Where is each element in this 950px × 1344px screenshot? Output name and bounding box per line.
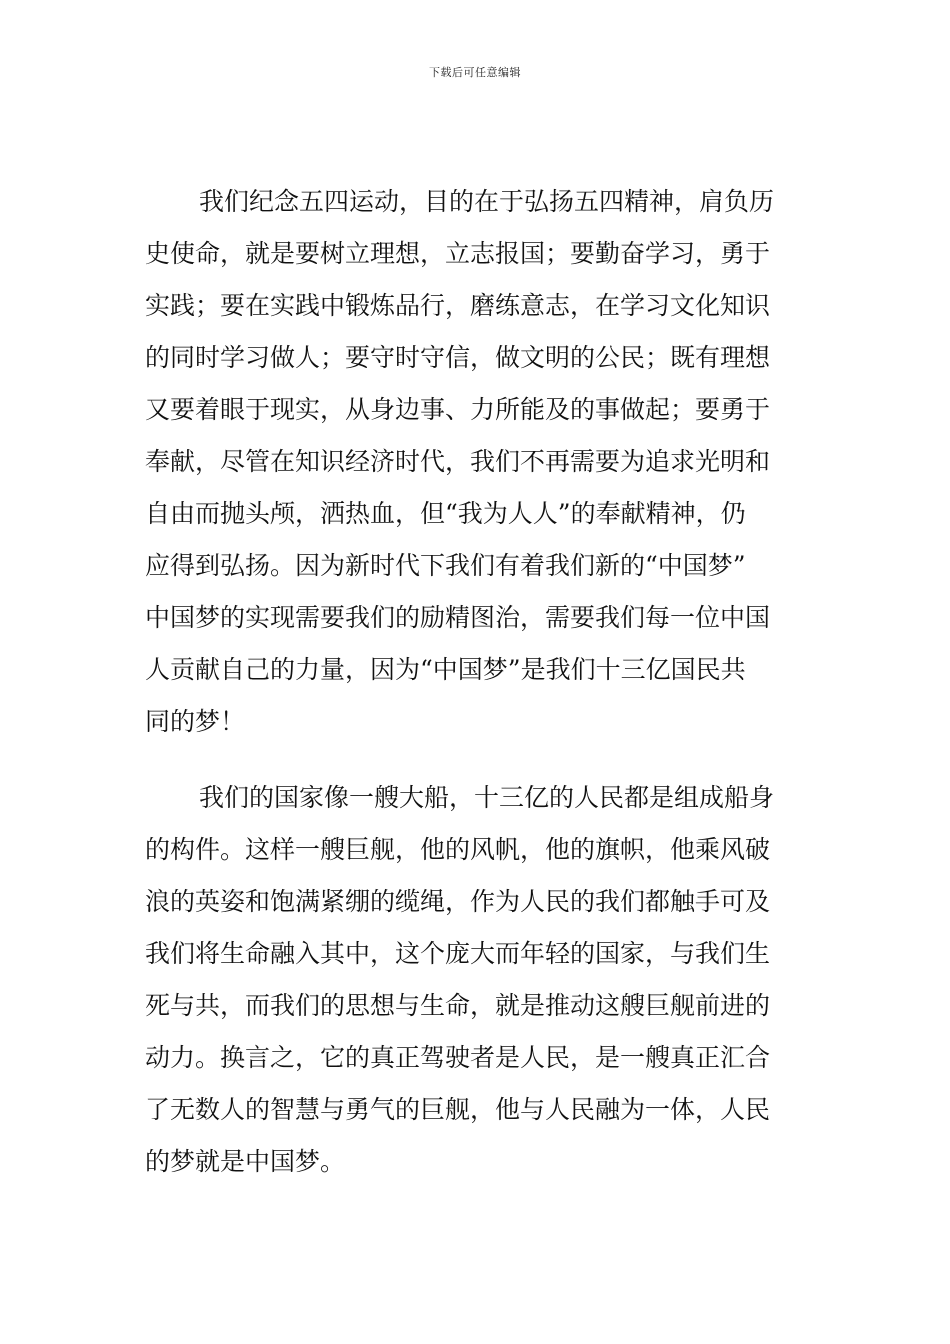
paragraph-line: 的梦就是中国梦。 <box>145 1147 346 1176</box>
paragraph-line: 同的梦！ <box>145 707 246 736</box>
paragraph-line: 的构件。这样一艘巨舰，他的风帆，他的旗帜，他乘风破 <box>145 835 771 864</box>
paragraph-line: 我们纪念五四运动，目的在于弘扬五四精神，肩负历 <box>199 187 775 216</box>
paragraph-line: 实践；要在实践中锻炼品行，磨练意志，在学习文化知识 <box>145 291 771 320</box>
paragraph-line: 了无数人的智慧与勇气的巨舰，他与人民融为一体，人民 <box>145 1095 771 1124</box>
body-paragraph-2 <box>145 772 809 1188</box>
paragraph-line: 我们将生命融入其中，这个庞大而年轻的国家，与我们生 <box>145 939 771 968</box>
paragraph-line: 死与共，而我们的思想与生命，就是推动这艘巨舰前进的 <box>145 991 771 1020</box>
paragraph-line: 史使命，就是要树立理想，立志报国；要勤奋学习，勇于 <box>145 239 771 268</box>
paragraph-line: 自由而抛头颅，洒热血，但“我为人人”的奉献精神，仍 <box>145 499 746 528</box>
paragraph-line: 动力。换言之，它的真正驾驶者是人民，是一艘真正汇合 <box>145 1043 771 1072</box>
paragraph-line: 又要着眼于现实，从身边事、力所能及的事做起；要勇于 <box>145 395 771 424</box>
paragraph-line: 中国梦的实现需要我们的励精图治，需要我们每一位中国 <box>145 603 771 632</box>
paragraph-line: 的同时学习做人；要守时守信，做文明的公民；既有理想 <box>145 343 771 372</box>
paragraph-line: 我们的国家像一艘大船，十三亿的人民都是组成船身 <box>199 783 775 812</box>
page-header-note: 下载后可任意编辑 <box>429 66 521 79</box>
paragraph-line: 应得到弘扬。因为新时代下我们有着我们新的“中国梦” <box>145 551 746 580</box>
paragraph-line: 浪的英姿和饱满紧绷的缆绳，作为人民的我们都触手可及 <box>145 887 771 916</box>
paragraph-line: 奉献，尽管在知识经济时代，我们不再需要为追求光明和 <box>145 447 771 476</box>
body-paragraph-1 <box>145 176 809 748</box>
paragraph-line: 人贡献自己的力量，因为“中国梦”是我们十三亿国民共 <box>145 655 746 684</box>
